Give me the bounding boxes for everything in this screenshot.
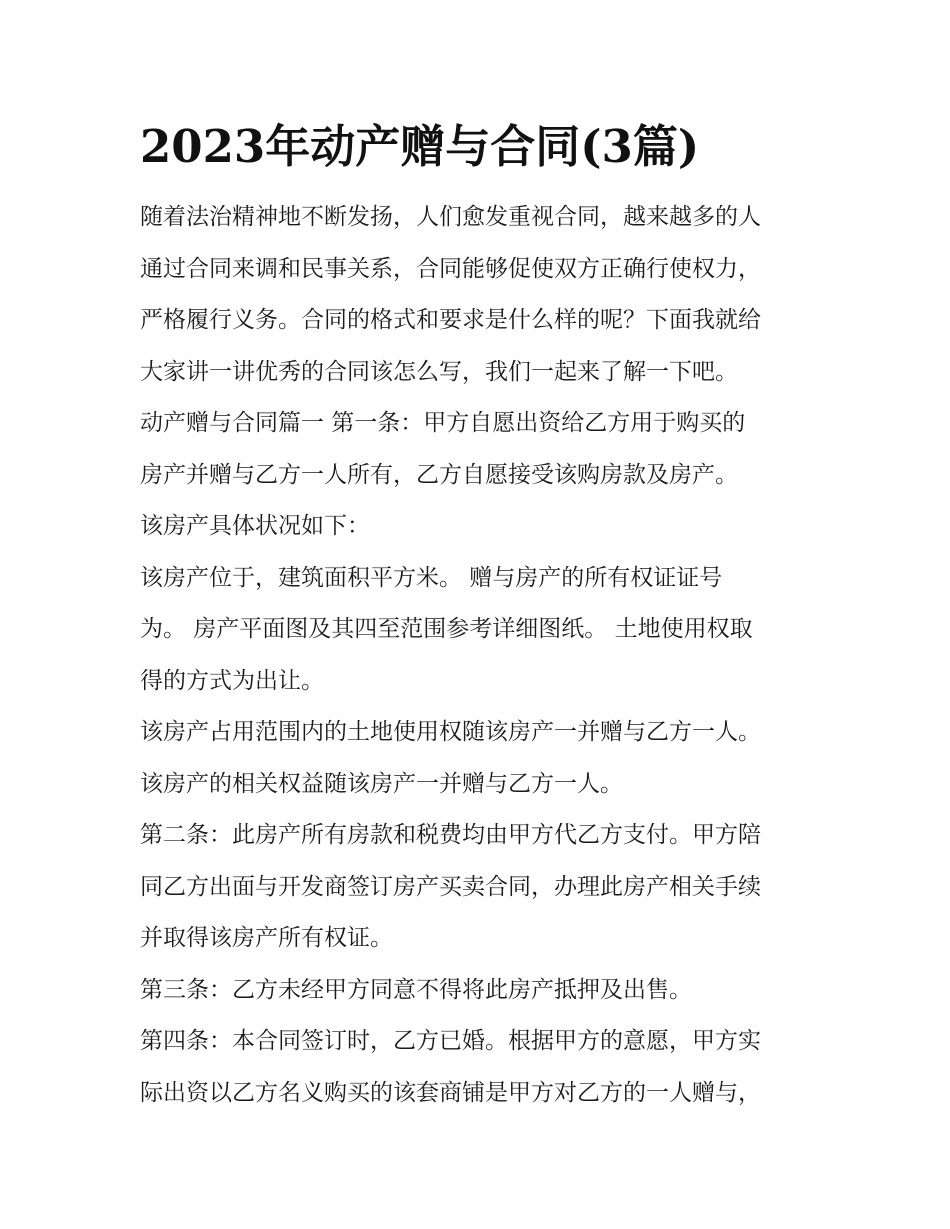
text-line: 为。 房产平面图及其四至范围参考详细图纸。 土地使用权取 <box>140 616 753 642</box>
text-line: 并取得该房产所有权证。 <box>140 925 393 951</box>
text-line: 第二条：此房产所有房款和税费均由甲方代乙方支付。甲方陪 <box>140 822 761 848</box>
text-line: 该房产具体状况如下： <box>140 513 370 539</box>
text-line: 随着法治精神地不断发扬，人们愈发重视合同，越来越多的人 <box>140 204 761 230</box>
text-line: 第三条：乙方未经甲方同意不得将此房产抵押及出售。 <box>140 976 692 1003</box>
text-line: 通过合同来调和民事关系，合同能够促使双方正确行使权力， <box>140 255 761 282</box>
text-line: 动产赠与合同篇一 第一条：甲方自愿出资给乙方用于购买的 <box>140 410 746 436</box>
text-line: 房产并赠与乙方一人所有，乙方自愿接受该购房款及房产。 <box>140 461 738 488</box>
document-body <box>140 112 820 1119</box>
text-line: 第四条：本合同签订时，乙方已婚。根据甲方的意愿，甲方实 <box>140 1028 761 1054</box>
text-line: 该房产的相关权益随该房产一并赠与乙方一人。 <box>140 770 623 797</box>
text-line: 际出资以乙方名义购买的该套商铺是甲方对乙方的一人赠与， <box>140 1079 761 1106</box>
document-title: 2023年动产赠与合同(3篇) <box>140 120 700 173</box>
text-line: 该房产位于，建筑面积平方米。 赠与房产的所有权证证号 <box>140 564 723 591</box>
text-line: 同乙方出面与开发商签订房产买卖合同，办理此房产相关手续 <box>140 873 761 900</box>
text-line: 严格履行义务。合同的格式和要求是什么样的呢？下面我就给 <box>140 307 761 333</box>
text-line: 该房产占用范围内的土地使用权随该房产一并赠与乙方一人。 <box>140 719 761 745</box>
text-line: 大家讲一讲优秀的合同该怎么写，我们一起来了解一下吧。 <box>140 358 738 385</box>
text-line: 得的方式为出让。 <box>140 667 324 694</box>
